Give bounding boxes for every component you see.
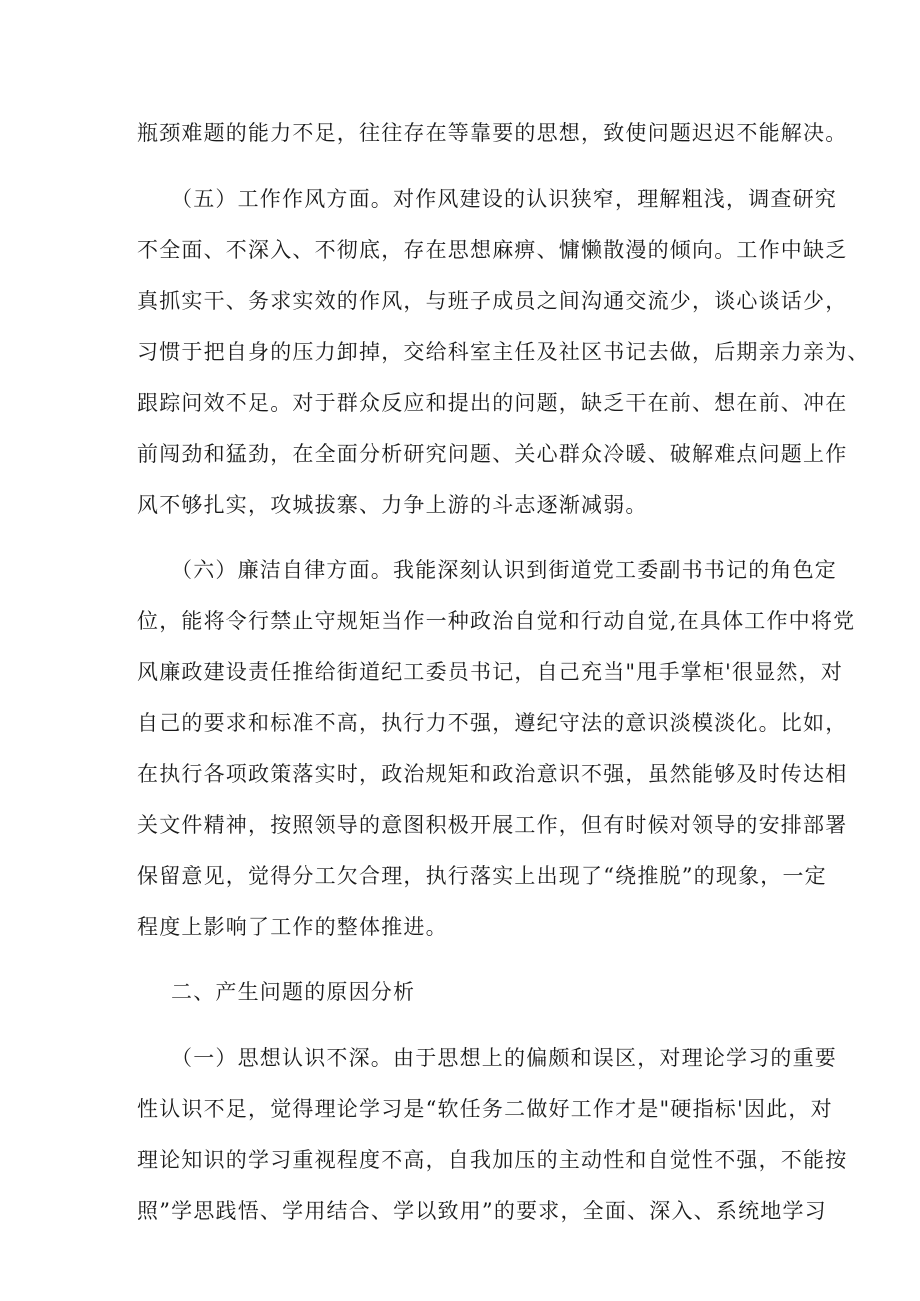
text-line: 风廉政建设责任推给街道纪工委员书记，自己充当"甩手掌柜'很显然，对 xyxy=(137,660,844,684)
text-line: 照”学思践悟、学用结合、学以致用”的要求，全面、深入、系统地学习 xyxy=(137,1199,827,1223)
text-line: 前闯劲和猛劲，在全面分析研究问题、关心群众冷暖、破解难点问题上作 xyxy=(137,442,848,466)
text-line: 不全面、不深入、不彻底，存在思想麻痹、慵懒散漫的倾向。工作中缺乏 xyxy=(137,238,848,262)
text-line: 保留意见，觉得分工欠合理，执行落实上出现了“绕推脱”的现象，一定 xyxy=(137,864,827,888)
section-heading: 二、产生问题的原因分析 xyxy=(171,980,416,1004)
text-line: 自己的要求和标准不高，执行力不强，遵纪守法的意识淡模淡化。比如， xyxy=(137,711,848,735)
text-line: （一）思想认识不深。由于思想上的偏颇和误区，对理论学习的重要 xyxy=(171,1046,837,1070)
text-line: （六）廉洁自律方面。我能深刻认识到街道党工委副书书记的角色定 xyxy=(171,558,837,582)
text-line: 瓶颈难题的能力不足，往往存在等靠要的思想，致使问题迟迟不能解决。 xyxy=(137,121,848,145)
text-line: 在执行各项政策落实时，政治规矩和政治意识不强，虽然能够及时传达相 xyxy=(137,762,848,786)
text-line: 习惯于把自身的压力卸掉，交给科室主任及社区书记去做，后期亲力亲为、 xyxy=(137,340,870,364)
text-line: 真抓实干、务求实效的作风，与班子成员之间沟通交流少，谈心谈话少， xyxy=(137,289,848,313)
text-line: 程度上影响了工作的整体推进。 xyxy=(137,915,448,939)
text-line: （五）工作作风方面。对作风建设的认识狭窄，理解粗浅，调查研究 xyxy=(171,187,837,211)
text-line: 跟踪问效不足。对于群众反应和提出的问题，缺乏干在前、想在前、冲在 xyxy=(137,391,848,415)
text-line: 位，能将令行禁止守规矩当作一种政治自觉和行动自觉,在具体工作中将党 xyxy=(137,609,856,633)
text-line: 性认识不足，觉得理论学习是“软任务二做好工作才是"硬指标'因此，对 xyxy=(137,1097,833,1121)
text-line: 关文件精神，按照领导的意图积极开展工作，但有时候对领导的安排部署 xyxy=(137,813,848,837)
text-line: 风不够扎实，攻城拔寨、力争上游的斗志逐渐减弱。 xyxy=(137,493,648,517)
text-line: 理论知识的学习重视程度不高，自我加压的主动性和自觉性不强，不能按 xyxy=(137,1148,848,1172)
